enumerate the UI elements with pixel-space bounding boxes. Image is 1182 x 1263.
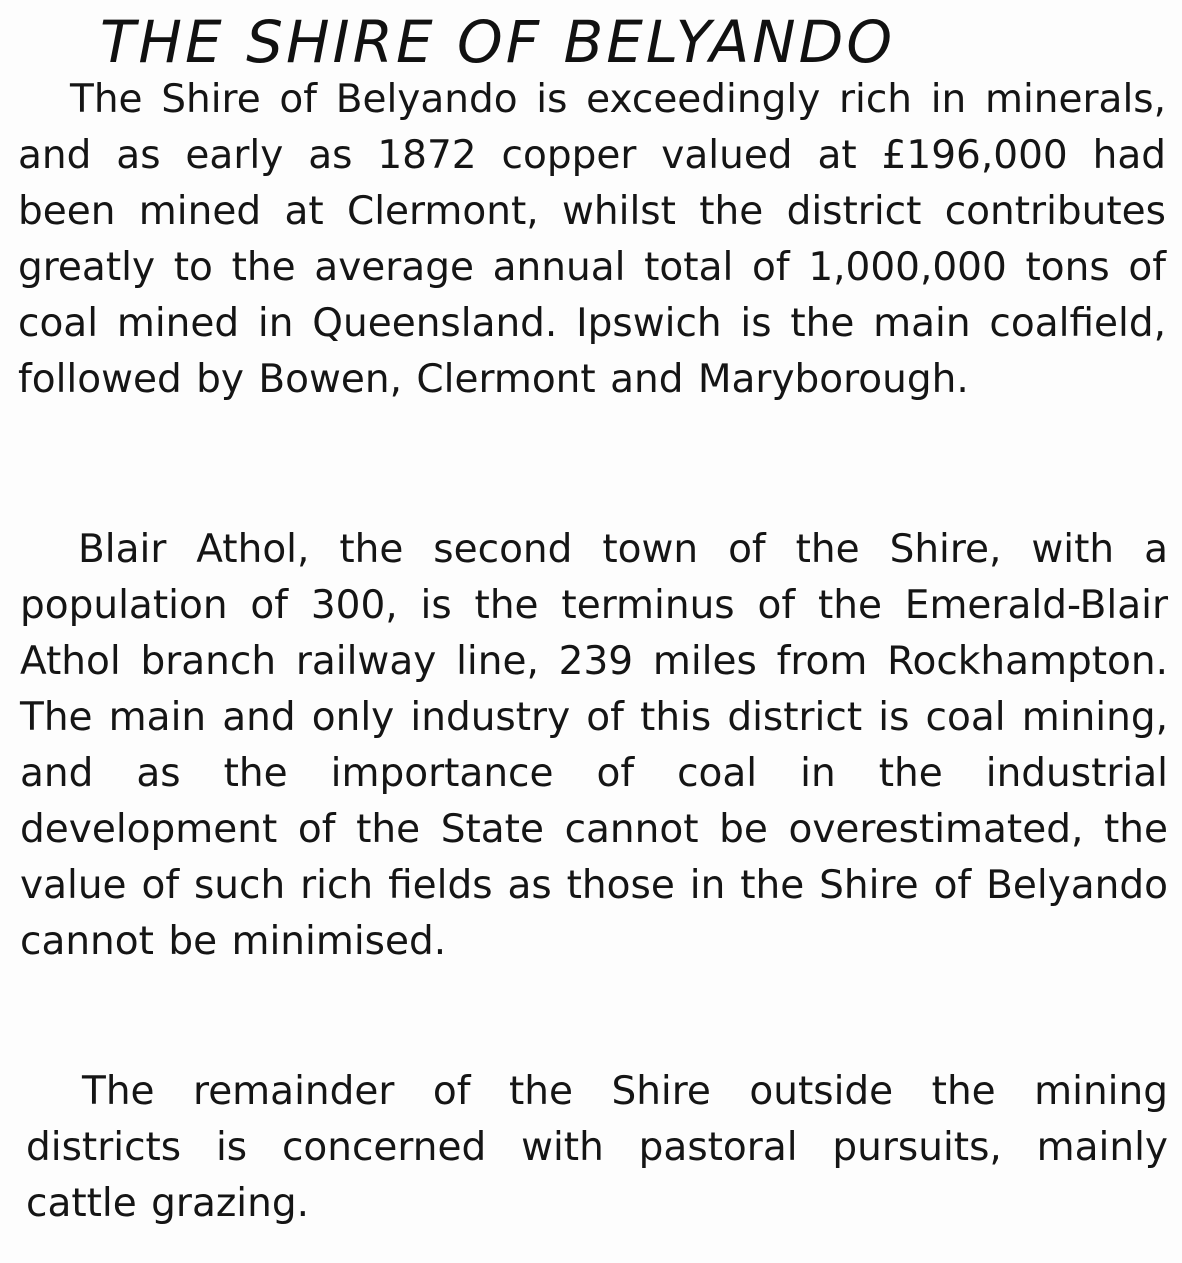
article-title: THE SHIRE OF BELYANDO bbox=[100, 8, 895, 76]
article-paragraph-1: The Shire of Belyando is exceedingly rich in minerals, and as early as 1872 copper valued at £196,000 had been mined at Clermont, whilst the district contributes greatly to the average annual total of 1,000,000 tons of coal mined in Queensland. Ipswich is the main coalfield, followed by Bowen, Clermont and Maryborough. bbox=[18, 77, 1166, 402]
article-paragraph-2: Blair Athol, the second town of the Shire, with a population of 300, is the terminus of the Emerald-Blair Athol branch railway line, 239 miles from Rockhampton. The main and only industry of this district is coal mining, and as the importance of coal in the industrial development of the State cannot be overestimated, the value of such rich fields as those in the Shire of Belyando cannot be minimised. bbox=[20, 527, 1168, 964]
article-paragraph-3: The remainder of the Shire outside the mining districts is concerned with pastoral pursuits, mainly cattle grazing. bbox=[26, 1069, 1168, 1226]
